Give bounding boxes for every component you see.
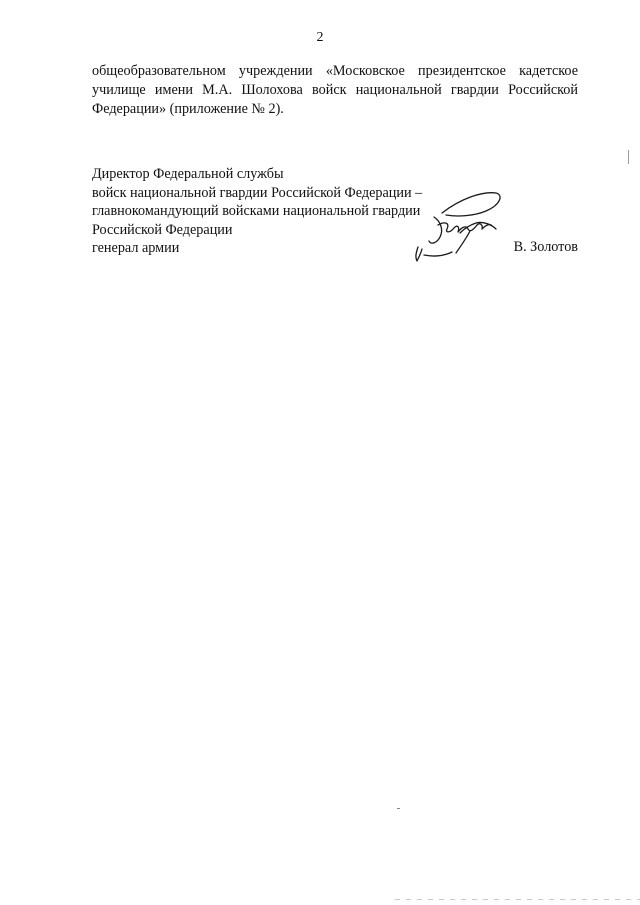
handwritten-signature bbox=[400, 185, 520, 265]
position-line: войск национальной гвардии Российской Федерации – bbox=[92, 184, 423, 201]
scan-edge-line bbox=[395, 899, 640, 900]
page-number: 2 bbox=[316, 30, 324, 45]
body-line: общеобразовательном учреждении «Московское президентское кадетское bbox=[92, 63, 578, 79]
signature-stroke bbox=[424, 252, 452, 256]
body-line: училище имени М.А. Шолохова войск национальной гвардии Российской bbox=[92, 82, 578, 98]
signature-stroke bbox=[456, 231, 470, 253]
signer-name: В. Золотов bbox=[513, 239, 578, 255]
scan-margin-mark bbox=[628, 150, 629, 164]
body-paragraph bbox=[92, 62, 578, 119]
signature-stroke bbox=[442, 193, 500, 216]
signature-stroke bbox=[416, 247, 422, 261]
position-line: Директор Федеральной службы bbox=[92, 166, 284, 182]
scan-speck bbox=[397, 808, 400, 809]
position-line: Российской Федерации bbox=[92, 221, 233, 238]
signature-stroke bbox=[438, 223, 492, 232]
position-line: главнокомандующий войсками национальной гвардии bbox=[92, 203, 421, 219]
position-line: генерал армии bbox=[92, 240, 180, 256]
body-line: Федерации» (приложение № 2). bbox=[92, 101, 284, 117]
signature-stroke bbox=[429, 217, 442, 243]
